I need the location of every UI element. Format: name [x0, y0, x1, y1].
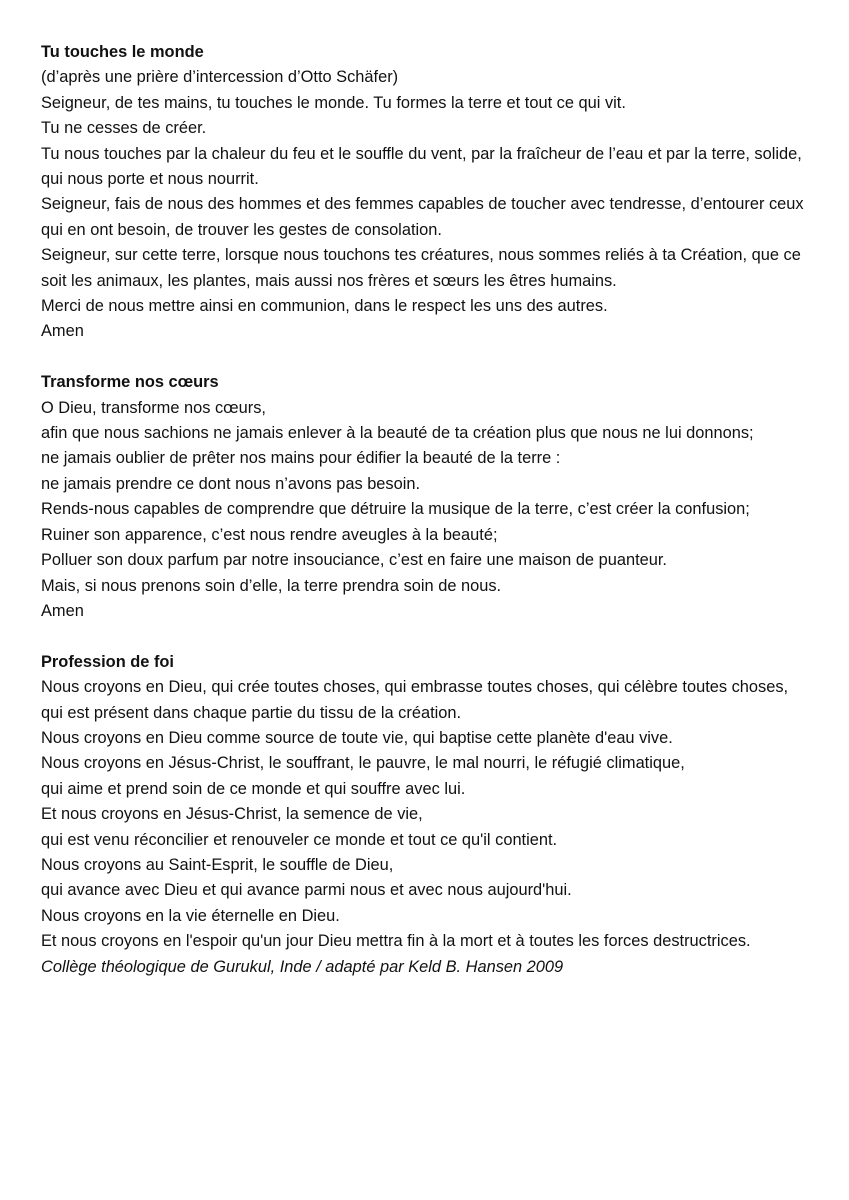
text-line: Merci de nous mettre ainsi en communion, dans le respect les uns des autres.	[41, 297, 608, 316]
text-line: Nous croyons en la vie éternelle en Dieu.	[41, 906, 340, 925]
document-page	[41, 40, 821, 980]
amen-line: Amen	[41, 322, 84, 341]
amen-line: Amen	[41, 601, 84, 620]
text-line: Ruiner son apparence, c’est nous rendre aveugles à la beauté;	[41, 525, 498, 544]
section-spacer	[41, 624, 821, 649]
text-line: qui est présent dans chaque partie du tissu de la création.	[41, 703, 462, 722]
text-line: qui est venu réconcilier et renouveler ce monde et tout ce qu'il contient.	[41, 830, 558, 849]
source-credit: Collège théologique de Gurukul, Inde / adapté par Keld B. Hansen 2009	[41, 957, 564, 976]
text-line: Rends-nous capables de comprendre que détruire la musique de la terre, c’est créer la confusion;	[41, 500, 750, 519]
text-line: ne jamais oublier de prêter nos mains pour édifier la beauté de la terre :	[41, 449, 561, 468]
prayer-section-transform-hearts	[41, 370, 821, 624]
text-line: Seigneur, de tes mains, tu touches le monde. Tu formes la terre et tout ce qui vit.	[41, 93, 626, 112]
text-line: qui avance avec Dieu et qui avance parmi nous et avec nous aujourd'hui.	[41, 881, 572, 900]
section-spacer	[41, 345, 821, 370]
section-title: Profession de foi	[41, 652, 174, 671]
text-line: Seigneur, fais de nous des hommes et des femmes capables de toucher avec tendresse, d’entourer ceux qui en ont besoin, de trouver les gestes de consolation.	[41, 195, 804, 239]
text-line: Tu nous touches par la chaleur du feu et le souffle du vent, par la fraîcheur de l’eau et par la terre, solide, qui nous porte et nous nourrit.	[41, 144, 802, 189]
text-line: Polluer son doux parfum par notre insouciance, c’est en faire une maison de puanteur.	[41, 551, 667, 570]
section-title: Tu touches le monde	[41, 43, 204, 61]
text-line: Seigneur, sur cette terre, lorsque nous touchons tes créatures, nous sommes reliés à ta Création, que ce soit les animaux, les plantes, mais aussi nos frères et sœurs les êtres humains.	[41, 246, 801, 290]
text-line: afin que nous sachions ne jamais enlever à la beauté de ta création plus que nous ne lui donnons;	[41, 424, 754, 443]
text-line: Et nous croyons en l'espoir qu'un jour Dieu mettra fin à la mort et à toutes les forces destructrices.	[41, 932, 751, 951]
text-line: Nous croyons au Saint-Esprit, le souffle de Dieu,	[41, 855, 394, 874]
text-line: O Dieu, transforme nos cœurs,	[41, 398, 266, 417]
text-line: Mais, si nous prenons soin d’elle, la terre prendra soin de nous.	[41, 576, 502, 595]
text-line: Nous croyons en Dieu comme source de toute vie, qui baptise cette planète d'eau vive.	[41, 728, 673, 747]
section-title: Transforme nos cœurs	[41, 373, 219, 392]
text-line: Et nous croyons en Jésus-Christ, la semence de vie,	[41, 805, 423, 824]
text-line: ne jamais prendre ce dont nous n’avons pas besoin.	[41, 474, 421, 493]
prayer-section-profession-of-faith	[41, 650, 821, 980]
prayer-section-touch-world	[41, 40, 821, 345]
text-line: Tu ne cesses de créer.	[41, 119, 207, 138]
text-line: (d’après une prière d’intercession d’Otto Schäfer)	[41, 68, 399, 87]
text-line: Nous croyons en Dieu, qui crée toutes choses, qui embrasse toutes choses, qui célèbre toutes choses,	[41, 678, 789, 697]
text-line: qui aime et prend soin de ce monde et qui souffre avec lui.	[41, 779, 466, 798]
text-line: Nous croyons en Jésus-Christ, le souffrant, le pauvre, le mal nourri, le réfugié climatique,	[41, 754, 685, 773]
